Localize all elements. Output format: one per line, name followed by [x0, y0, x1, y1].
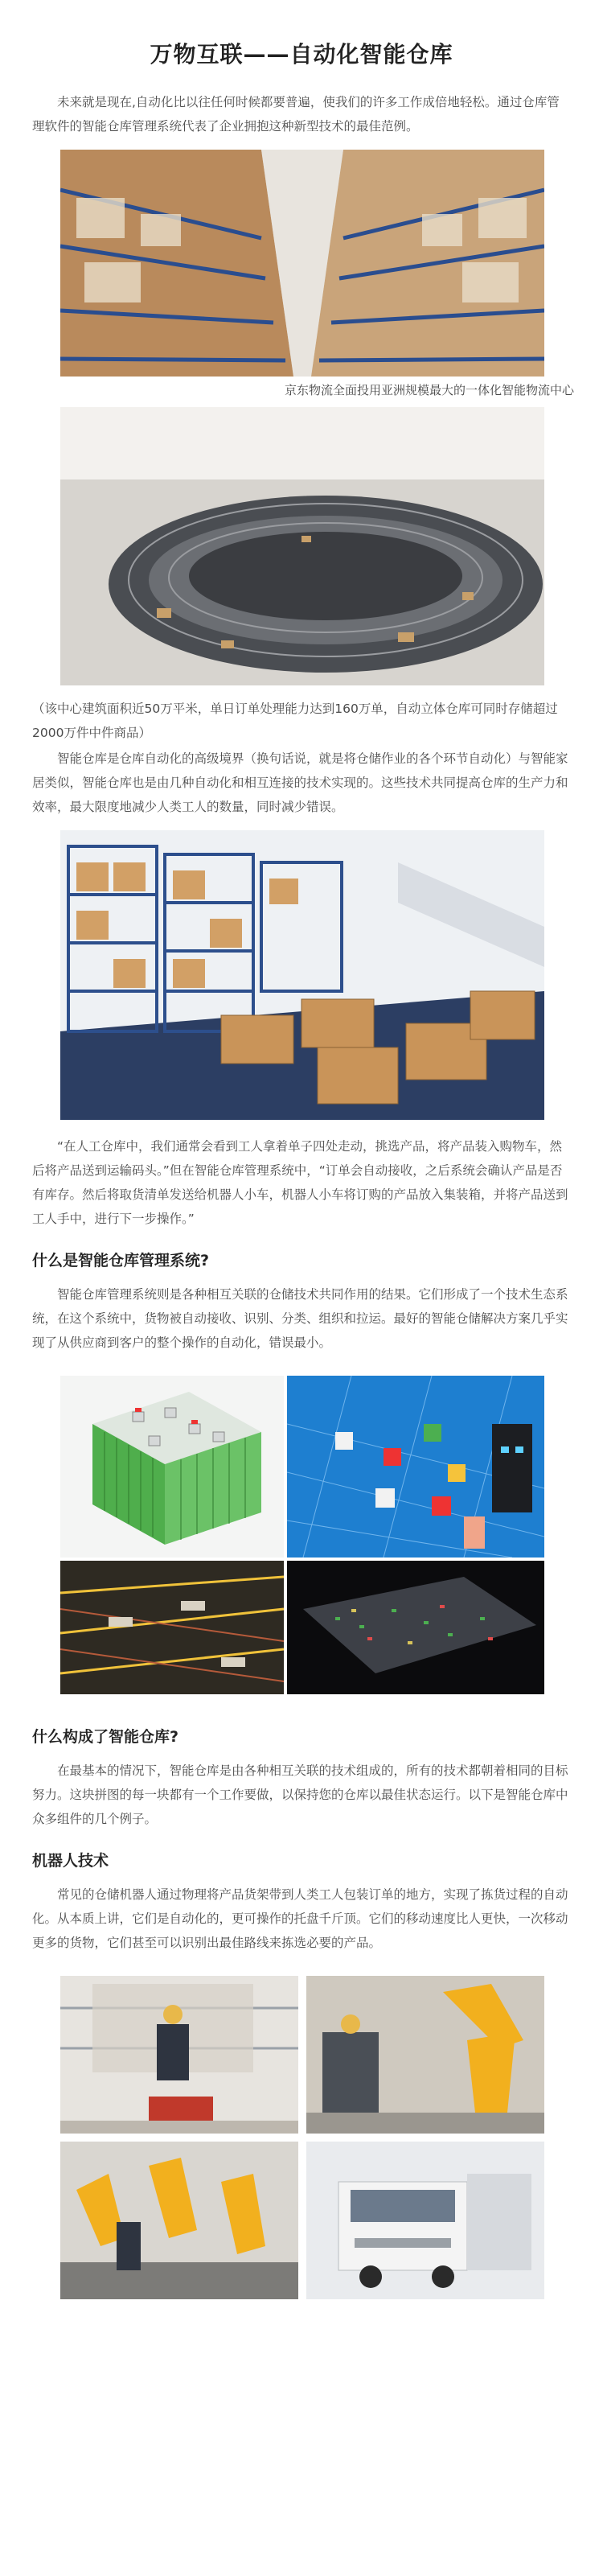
what-makes-paragraph: 在最基本的情况下，智能仓库是由各种相互关联的技术组成的，所有的技术都朝着相同的目标努力。这块拼图的每一块都有一个工作要做，以保持您的仓库以最佳状态运行。以下是智能仓库中众多组件的几个例子。	[32, 1763, 568, 1826]
storage-grid-render	[60, 1376, 284, 1558]
facility-note: （该中心建筑面积近50万平米，单日订单处理能力达到160万单，自动立体仓库可同时存储超过2000万件中件商品）	[32, 702, 558, 740]
robotics-paragraph: 常见的仓储机器人通过物理将产品货架带到人类工人包装订单的地方，实现了拣货过程的自动化。从本质上讲，它们是自动化的，更可操作的托盘千斤顶。它们的移动速度比人更快，一次移动更多的货物，它们甚至可以识别出最佳路线来拣选必要的产品。	[32, 1887, 568, 1950]
section-heading-what-is: 什么是智能仓库管理系统?	[32, 1252, 210, 1269]
blueprint-robot-render	[287, 1376, 544, 1558]
robot-line-photo	[60, 2142, 298, 2299]
robot-arm-photo	[306, 1976, 544, 2134]
image-caption: 京东物流全面投用亚洲规模最大的一体化智能物流中心	[284, 383, 574, 397]
3d-warehouse-map	[287, 1561, 544, 1694]
automated-line-photo	[60, 1561, 284, 1694]
warehouse-aisle-photo	[60, 150, 544, 377]
smart-warehouse-image-grid	[60, 1376, 544, 1694]
agv-worker-photo	[60, 1976, 298, 2134]
quote-paragraph: “在人工仓库中，我们通常会看到工人拿着单子四处走动，挑选产品，将产品装入购物车，然后将产品送到运输码头。”但在智能仓库管理系统中，“订单会自动接收，之后系统会确认产品是否有库存。然后将取货清单发送给机器人小车，机器人小车将订购的产品放入集装箱，并将产品送到工人手中，进行下一步操作。”	[32, 1139, 568, 1226]
page-title: 万物互联——自动化智能仓库	[150, 41, 453, 68]
trucks-photo	[306, 2142, 544, 2299]
section-heading-what-makes: 什么构成了智能仓库?	[32, 1728, 179, 1746]
section-heading-robotics: 机器人技术	[32, 1852, 109, 1870]
intro-paragraph: 未来就是现在,自动化比以往任何时候都要普遍，使我们的许多工作成倍地轻松。通过仓库管理软件的智能仓库管理系统代表了企业拥抱这种新型技术的最佳范例。	[32, 95, 560, 134]
robotics-image-grid	[60, 1976, 544, 2299]
sorting-conveyor-photo	[60, 407, 544, 685]
smart-warehouse-paragraph: 智能仓库是仓库自动化的高级境界（换句话说，就是将仓储作业的各个环节自动化）与智能家居类似，智能仓库也是由几种自动化和相互连接的技术实现的。这些技术共同提高仓库的生产力和效率，最大限度地减少人类工人的数量，同时减少错误。	[32, 751, 568, 814]
what-is-paragraph: 智能仓库管理系统则是各种相互关联的仓储技术共同作用的结果。它们形成了一个技术生态系统，在这个系统中，货物被自动接收、识别、分类、组织和拉运。最好的智能仓储解决方案几乎实现了从供应商到客户的整个操作的自动化，错误最小。	[32, 1287, 568, 1350]
warehouse-illustration	[60, 830, 544, 1120]
